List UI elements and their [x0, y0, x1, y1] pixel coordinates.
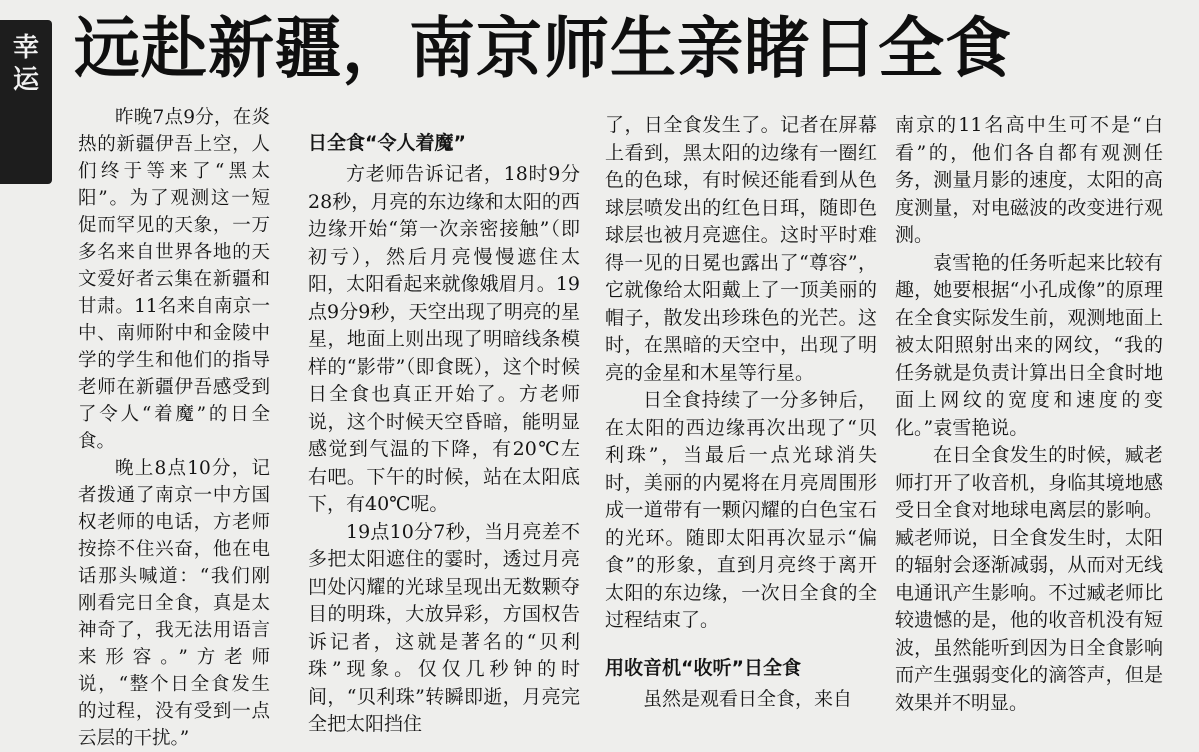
subheading: 日全食“令人着魔” [308, 132, 466, 154]
article-column-2 [308, 130, 580, 734]
paragraph: 了，日全食发生了。记者在屏幕上看到，黑太阳的边缘有一圈红色的色球，有时候还能看到从色球层喷发出的红色日珥，随即色球层也被月亮遮住。这时平时难得一见的日冕也露出了“尊容”，它就像给太阳戴上了一顶美丽的帽子，散发出珍珠色的光芒。这时，在黑暗的天空中，出现了明亮的金星和木星等行星。 [605, 114, 877, 384]
paragraph: 在日全食发生的时候，臧老师打开了收音机，身临其境地感受日全食对地球电离层的影响。臧老师说，日全食发生时，太阳的辐射会逐渐减弱，从而对无线电通讯产生影响。不过臧老师比较遗憾的是，他的收音机没有短波，虽然能听到因为日全食影响而产生强弱变化的滴答声，但是效果并不明显。 [895, 444, 1163, 714]
article-column-3 [605, 112, 877, 734]
paragraph: 晚上8点10分，记者拨通了南京一中方国权老师的电话，方老师按捺不住兴奋，他在电话那头喊道：“我们刚刚看完日全食，真是太神奇了，我无法用语言来形容。”方老师说，“整个日全食发生的过程，没有受到一点云层的干扰。” [78, 458, 270, 749]
section-tag-char: 运 [12, 65, 39, 95]
paragraph: 南京的11名高中生可不是“白看”的，他们各自都有观测任务，测量月影的速度，太阳的高度测量，对电磁波的改变进行观测。 [895, 114, 1163, 246]
column-body [308, 161, 580, 739]
paragraph: 袁雪艳的任务听起来比较有趣，她要根据“小孔成像”的原理在全食实际发生前，观测地面上被太阳照射出来的网纹，“我的任务就是负责计算出日全食时地面上网纹的宽度和速度的变化。”袁雪艳说。 [895, 251, 1163, 439]
paragraph: 昨晚7点9分，在炎热的新疆伊吾上空，人们终于等来了“黑太阳”。为了观测这一短促而罕见的天象，一万多名来自世界各地的天文爱好者云集在新疆和甘肃。11名来自南京一中、南师附中和金陵中学的学生和他们的指导老师在新疆伊吾感受到了令人“着魔”的日全食。 [78, 107, 270, 452]
subheading: 用收音机“收听”日全食 [605, 656, 801, 679]
paragraph: 日全食持续了一分多钟后，在太阳的西边缘再次出现了“贝利珠”，当最后一点光球消失时，美丽的内冕将在月亮周围形成一道带有一颗闪耀的白色宝石的光环。随即太阳再次显示“偏食”的形象，直到月亮终于离开太阳的东边缘，一次日全食的全过程结束了。 [605, 389, 877, 631]
section-tag-char: 幸 [12, 33, 39, 63]
paragraph: 方老师告诉记者，18时9分28秒，月亮的东边缘和太阳的西边缘开始“第一次亲密接触”（即初亏），然后月亮慢慢遮住太阳，太阳看起来就像娥眉月。19点9分9秒，天空出现了明亮的星星，地面上则出现了明暗线条模样的“影带”（即食既），这个时候日全食也真正开始了。方老师说，这个时候天空昏暗，能明显感觉到气温的下降，有20℃左右吧。下午的时候，站在太阳底下，有40℃呢。 [308, 163, 580, 515]
section-tag [0, 20, 52, 184]
article-column-4 [895, 112, 1163, 734]
headline: 远赴新疆，南京师生亲睹日全食 [74, 10, 1012, 87]
paragraph: 19点10分7秒，当月亮差不多把太阳遮住的霎时，透过月亮凹处闪耀的光球呈现出无数颗夺目的明珠，大放异彩，方国权告诉记者，这就是著名的“贝利珠”现象。仅仅几秒钟的时间，“贝利珠”转瞬即逝，月亮完全把太阳挡住 [308, 520, 580, 735]
article-column-1 [78, 104, 270, 749]
paragraph: 虽然是观看日全食，来自 [643, 687, 853, 710]
